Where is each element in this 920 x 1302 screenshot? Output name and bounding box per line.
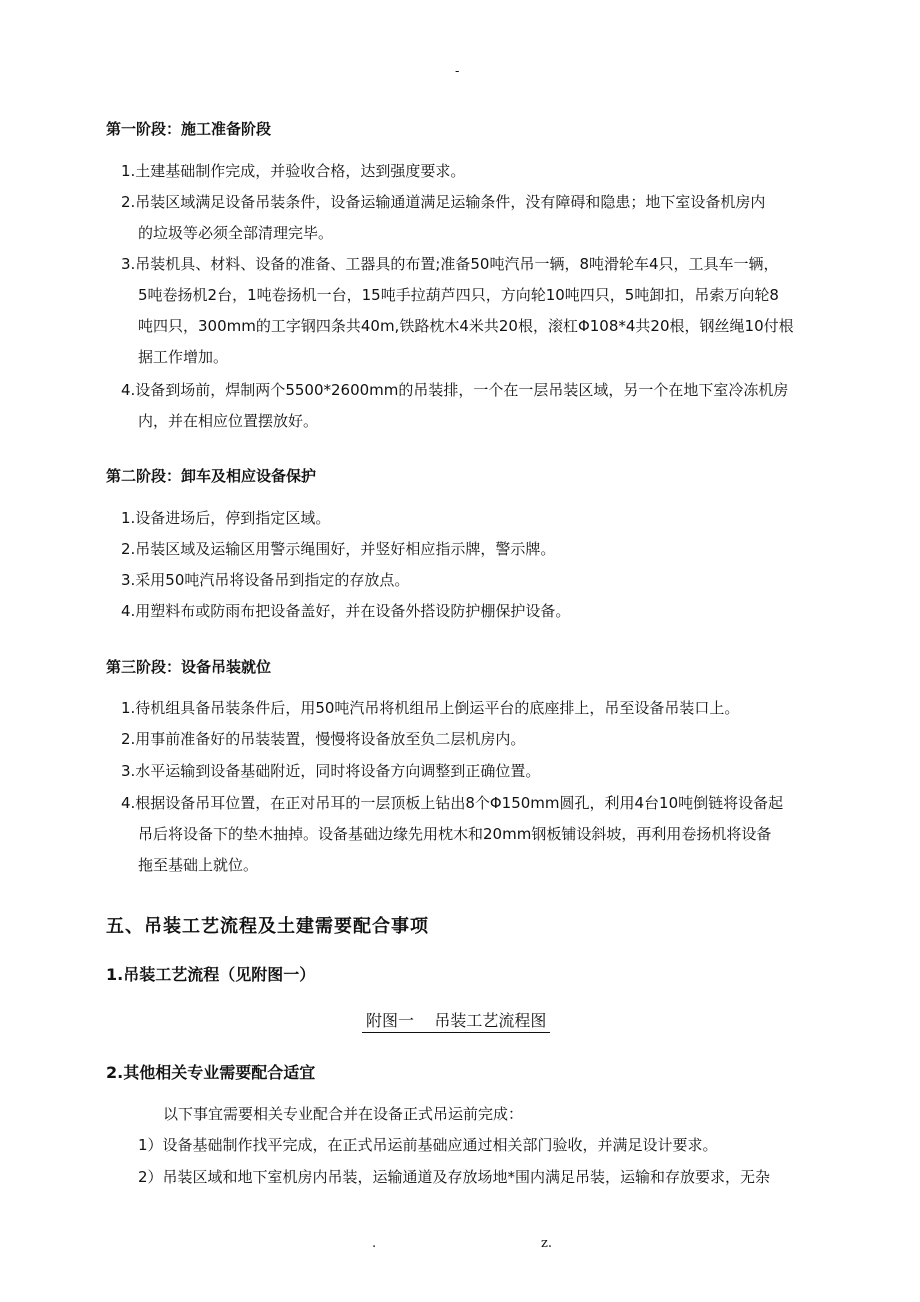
stage1-item-2-line-1: 2.吊装区域满足设备吊装条件，设备运输通道满足运输条件，没有障碍和隐患；地下室设备机房内 — [121, 193, 766, 211]
section5-sub2: 2.其他相关专业需要配合适宜 — [106, 1063, 316, 1082]
stage2-item-4 — [121, 596, 821, 627]
stage3-item-1 — [121, 693, 821, 724]
stage1-item-3-line-2: 5吨卷扬机2台，1吨卷扬机一台，15吨手拉葫芦四只，方向轮10吨四只，5吨卸扣，吊索万向轮8 — [138, 286, 779, 304]
stage1-item-4-line-1: 4.设备到场前，焊制两个5500*2600mm的吊装排，一个在一层吊装区域，另一个在地下室冷冻机房 — [121, 381, 789, 399]
stage3-item-4-line-3: 拖至基础上就位。 — [138, 856, 259, 874]
footer-right-mark: z. — [541, 1236, 552, 1251]
stage1-item-1-line-1: 1.土建基础制作完成，并验收合格，达到强度要求。 — [121, 162, 466, 180]
stage1-item-3-line-3: 吨四只，300mm的工字钢四条共40m,铁路枕木4米共20根，滚杠Φ108*4共20根，钢丝绳10付根 — [138, 317, 794, 335]
stage3-item-2 — [121, 724, 821, 755]
header-mark: - — [455, 64, 460, 79]
section5-title: 五、吊装工艺流程及土建需要配合事项 — [106, 916, 429, 937]
stage2-title: 第二阶段：卸车及相应设备保护 — [106, 467, 317, 485]
section5-intro: 以下事宜需要相关专业配合并在设备正式吊运前完成： — [163, 1105, 524, 1123]
stage2-item-1 — [121, 503, 821, 534]
stage1-item-1 — [121, 156, 821, 187]
stage1-item-3-line-4: 据工作增加。 — [138, 348, 229, 366]
stage2-item-3-line-1: 3.采用50吨汽吊将设备吊到指定的存放点。 — [121, 571, 410, 589]
stage3-item-1-line-1: 1.待机组具备吊装条件后，用50吨汽吊将机组吊上倒运平台的底座排上，吊至设备吊装口上。 — [121, 699, 740, 717]
stage3-title: 第三阶段：设备吊装就位 — [106, 658, 272, 676]
stage2-item-4-line-1: 4.用塑料布或防雨布把设备盖好，并在设备外搭设防护棚保护设备。 — [121, 602, 571, 620]
stage3-item-4-line-1: 4.根据设备吊耳位置，在正对吊耳的一层顶板上钻出8个Φ150mm圆孔，利用4台10吨倒链将设备起 — [121, 794, 784, 812]
footer-left-mark: . — [372, 1236, 377, 1251]
stage1-title: 第一阶段：施工准备阶段 — [106, 120, 272, 138]
stage3-item-3 — [121, 756, 821, 787]
stage3-item-4-line-2: 吊后将设备下的垫木抽掉。设备基础边缘先用枕木和20mm钢板铺设斜坡，再利用卷扬机将设备 — [138, 825, 772, 843]
stage2-item-2 — [121, 534, 821, 565]
stage1-item-3 — [121, 249, 821, 373]
stage1-item-2-line-2: 的垃圾等必须全部清理完毕。 — [138, 224, 334, 242]
stage3-item-4 — [121, 788, 821, 881]
stage3-item-2-line-1: 2.用事前准备好的吊装装置，慢慢将设备放至负二层机房内。 — [121, 730, 526, 748]
stage1-item-2 — [121, 187, 821, 249]
stage3-item-3-line-1: 3.水平运输到设备基础附近，同时将设备方向调整到正确位置。 — [121, 762, 541, 780]
stage2-item-2-line-1: 2.吊装区域及运输区用警示绳围好，并竖好相应指示牌，警示牌。 — [121, 540, 556, 558]
figure-caption: 附图一 吊装工艺流程图 — [362, 1008, 550, 1033]
stage1-item-4-line-2: 内，并在相应位置摆放好。 — [138, 412, 319, 430]
stage2-item-3 — [121, 565, 821, 596]
stage1-item-4 — [121, 375, 821, 437]
section5-sub1: 1.吊装工艺流程（见附图一） — [106, 965, 316, 984]
section5-p2: 2）吊装区域和地下室机房内吊装，运输通道及存放场地*围内满足吊装，运输和存放要求，无杂 — [138, 1168, 771, 1186]
stage2-item-1-line-1: 1.设备进场后，停到指定区域。 — [121, 509, 331, 527]
stage1-item-3-line-1: 3.吊装机具、材料、设备的准备、工器具的布置;准备50吨汽吊一辆，8吨滑轮车4只，工具车一辆， — [121, 255, 779, 273]
section5-p1: 1）设备基础制作找平完成，在正式吊运前基础应通过相关部门验收，并满足设计要求。 — [138, 1136, 718, 1154]
